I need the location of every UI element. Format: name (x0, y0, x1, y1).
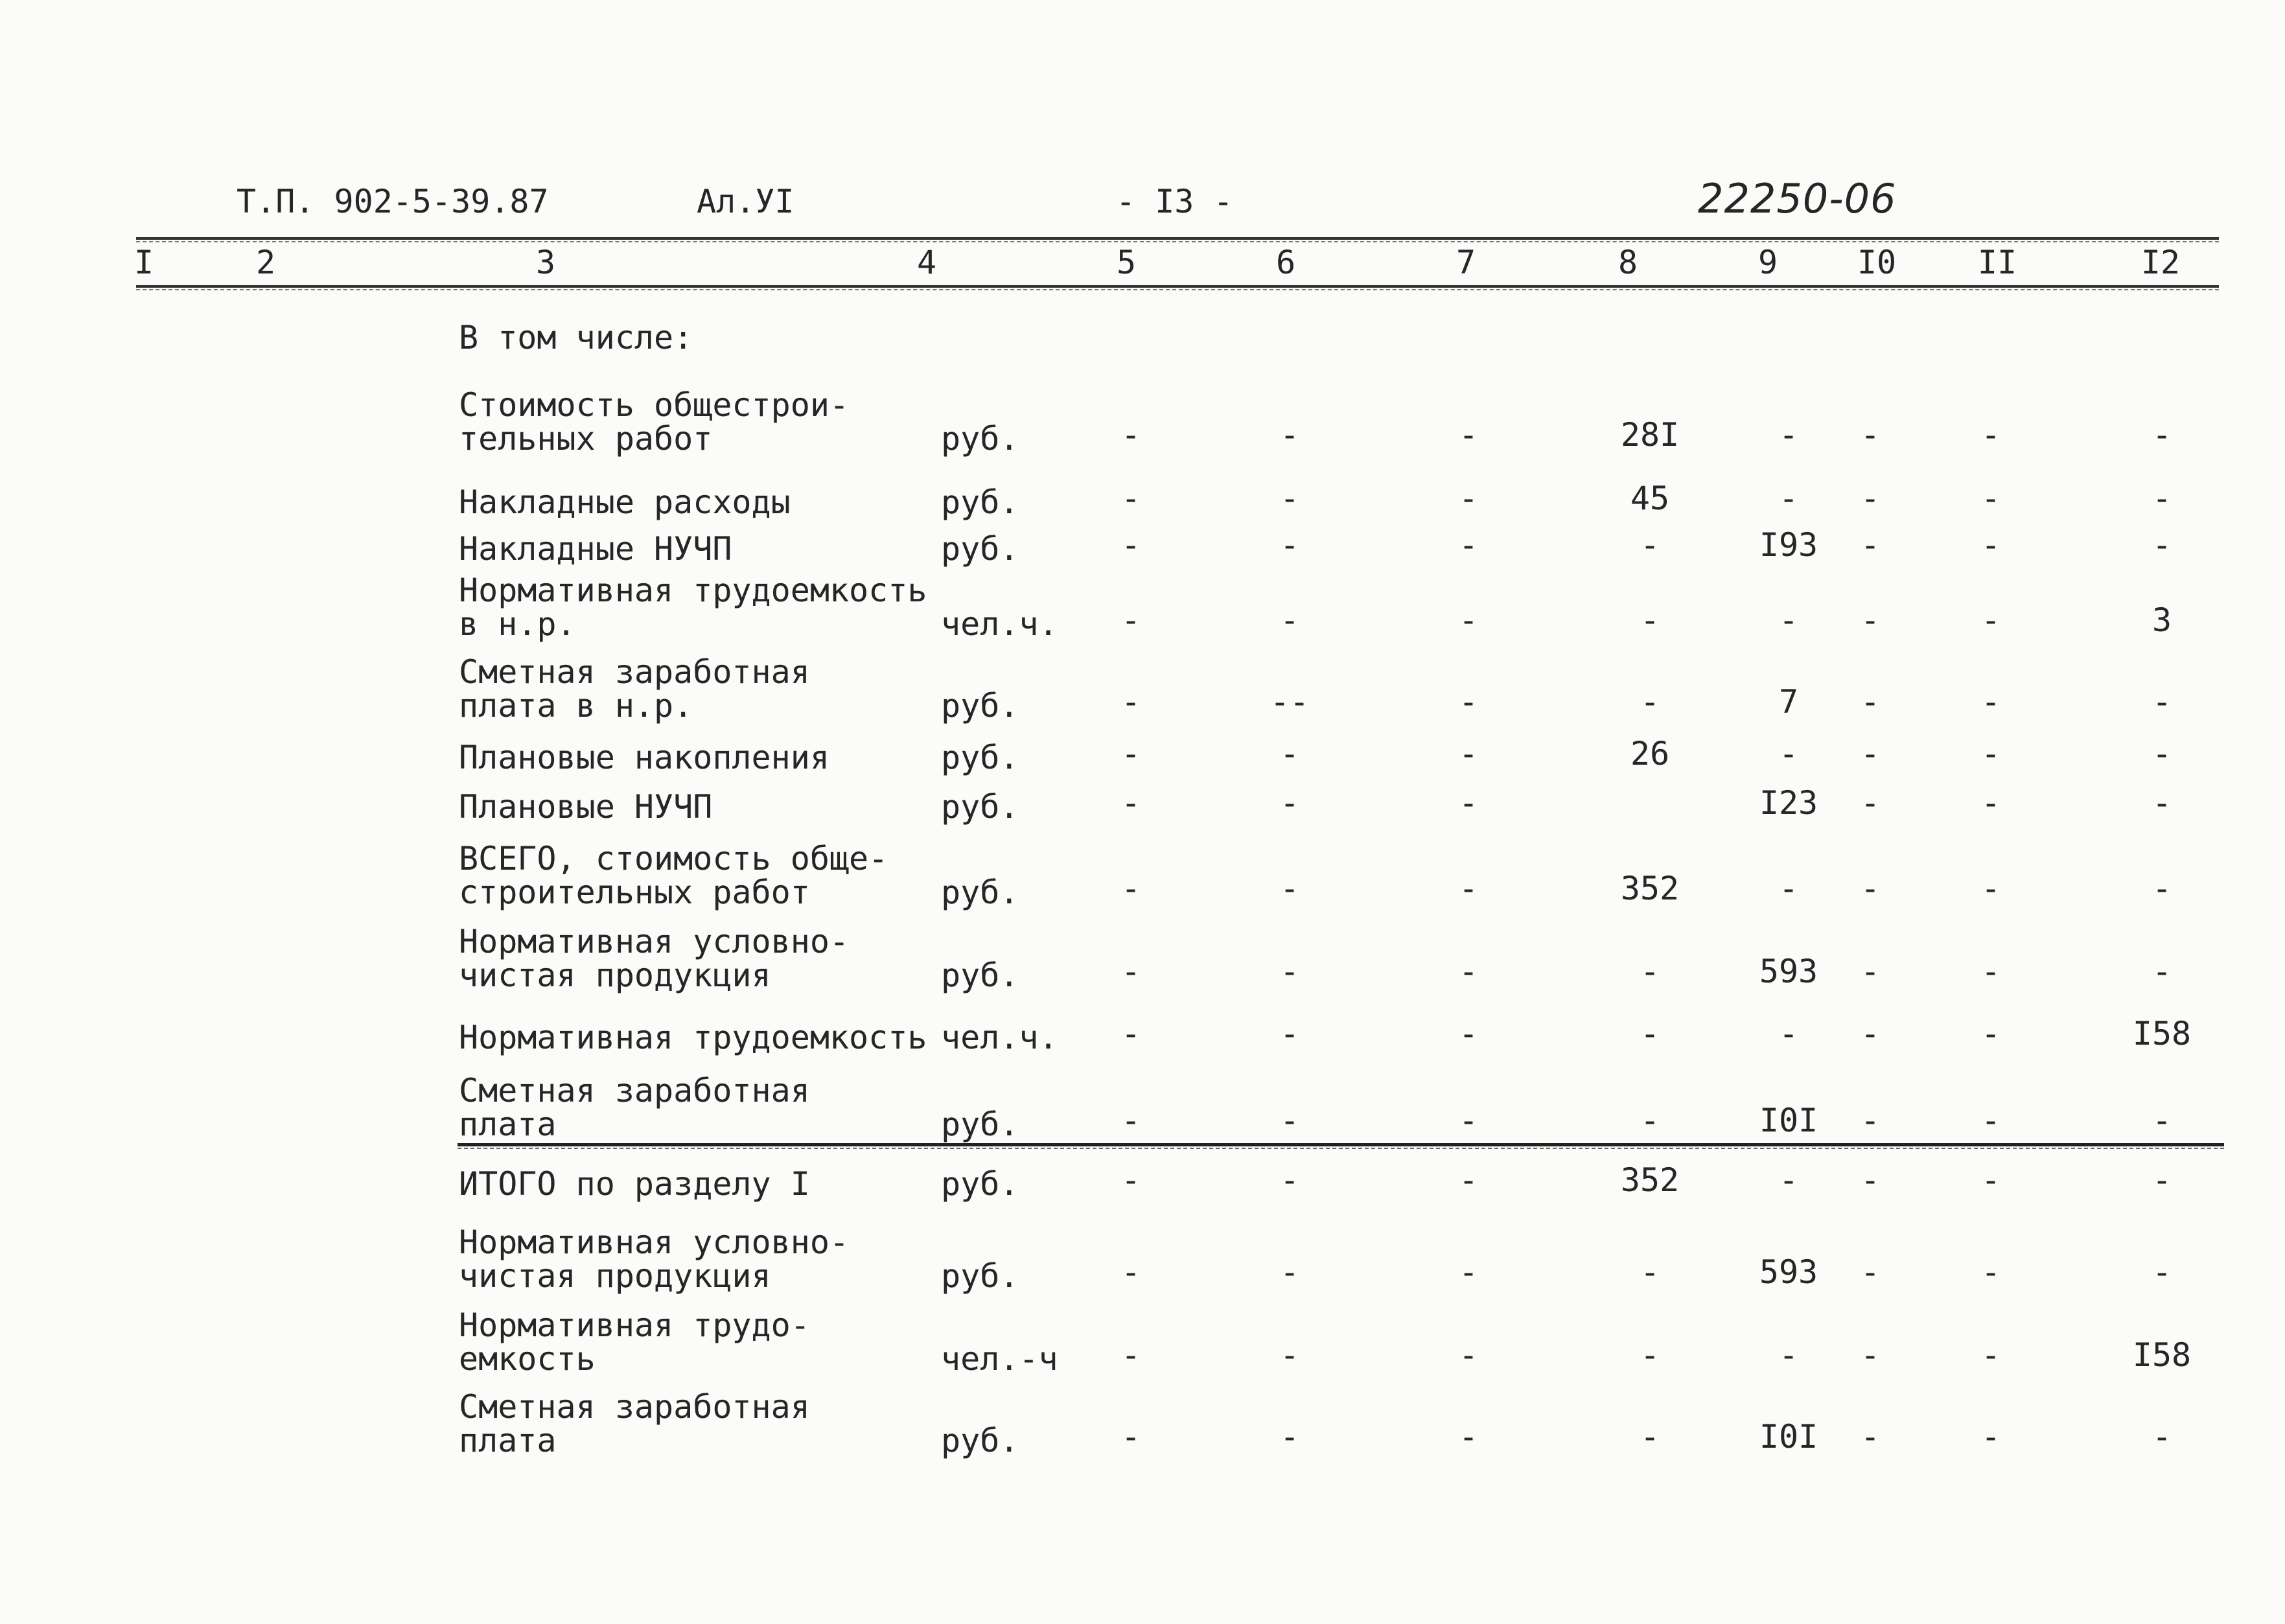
row-value-col-9: - (1778, 601, 1799, 639)
column-number-11: II (1977, 244, 2017, 281)
row-value-col-10: - (1860, 416, 1881, 454)
row-value-col-9: 593 (1759, 1253, 1818, 1291)
row-value-col-9: - (1778, 1015, 1799, 1052)
row-value-col-5: - (1120, 1015, 1141, 1052)
row-value-col-12: - (2152, 1253, 2172, 1291)
row-value-col-8: - (1640, 526, 1660, 564)
row-value-col-6: - (1279, 870, 1300, 907)
row-value-col-10: - (1860, 1336, 1881, 1374)
row-label-line: Нормативная трудоемкость (459, 1019, 927, 1056)
row-value-col-9: I23 (1759, 784, 1818, 822)
row-unit: руб. (941, 483, 1019, 521)
row-value-col-5: - (1120, 1102, 1141, 1139)
totals-divider-dashed (458, 1148, 2224, 1149)
row-label-line: Плановые накопления (459, 739, 829, 776)
row-value-col-11: - (1980, 683, 2001, 721)
row-label-line: чистая продукция (459, 1257, 771, 1295)
column-number-4: 4 (916, 244, 937, 281)
row-value-col-5: - (1120, 526, 1141, 564)
row-value-col-6: - (1279, 601, 1300, 639)
row-value-col-5: - (1120, 1253, 1141, 1291)
row-value-col-8: - (1640, 1253, 1660, 1291)
row-value-col-12: - (2152, 416, 2172, 454)
row-unit: руб. (941, 1257, 1019, 1295)
row-value-col-7: - (1458, 735, 1479, 772)
row-value-col-12: 3 (2152, 601, 2172, 639)
row-value-col-6: - (1279, 784, 1300, 822)
row-value-col-9: I0I (1759, 1102, 1818, 1139)
row-value-col-8: - (1640, 1336, 1660, 1374)
row-value-col-8: 28I (1620, 416, 1680, 454)
row-value-col-7: - (1458, 601, 1479, 639)
row-label-line: Нормативная трудо- (459, 1306, 810, 1344)
row-value-col-12: - (2152, 480, 2172, 517)
row-value-col-10: - (1860, 1161, 1881, 1199)
header-top-rule-dashed (136, 241, 2219, 242)
row-value-col-10: - (1860, 1253, 1881, 1291)
row-value-col-12: - (2152, 1418, 2172, 1456)
row-value-col-6: -- (1270, 683, 1310, 721)
row-value-col-10: - (1860, 953, 1881, 990)
row-value-col-10: - (1860, 870, 1881, 907)
row-value-col-5: - (1120, 735, 1141, 772)
row-value-col-11: - (1980, 480, 2001, 517)
row-label-line: строительных работ (459, 874, 810, 911)
row-value-col-12: - (2152, 784, 2172, 822)
row-value-col-8: - (1640, 601, 1660, 639)
row-value-col-5: - (1120, 480, 1141, 517)
totals-divider (458, 1143, 2224, 1146)
row-label-line: емкость (459, 1340, 596, 1378)
row-value-col-6: - (1279, 480, 1300, 517)
row-value-col-8: 26 (1630, 735, 1670, 772)
row-unit: руб. (941, 957, 1019, 994)
row-value-col-11: - (1980, 1161, 2001, 1199)
row-label-line: тельных работ (459, 420, 713, 458)
row-unit: руб. (941, 687, 1019, 725)
row-value-col-12: - (2152, 735, 2172, 772)
column-number-8: 8 (1618, 244, 1638, 281)
row-value-col-12: - (2152, 526, 2172, 564)
row-value-col-10: - (1860, 480, 1881, 517)
row-value-col-11: - (1980, 1336, 2001, 1374)
row-label-line: Сметная заработная (459, 653, 810, 691)
row-value-col-8: 352 (1620, 1161, 1680, 1199)
row-value-col-11: - (1980, 601, 2001, 639)
row-value-col-5: - (1120, 953, 1141, 990)
row-value-col-7: - (1458, 953, 1479, 990)
row-value-col-9: - (1778, 480, 1799, 517)
row-label-line: Плановые НУЧП (459, 788, 713, 826)
row-value-col-10: - (1860, 1418, 1881, 1456)
row-unit: руб. (941, 1106, 1019, 1143)
row-value-col-8: 352 (1620, 870, 1680, 907)
row-unit: руб. (941, 739, 1019, 776)
row-value-col-11: - (1980, 1253, 2001, 1291)
inventory-stamp: 22250-06 (1698, 175, 1897, 222)
row-value-col-6: - (1279, 1336, 1300, 1374)
row-value-col-6: - (1279, 1418, 1300, 1456)
row-value-col-12: I58 (2132, 1336, 2192, 1374)
album-label: Ал.УI (697, 183, 795, 220)
row-unit: руб. (941, 788, 1019, 826)
row-value-col-12: - (2152, 870, 2172, 907)
row-value-col-9: 593 (1759, 953, 1818, 990)
header-bottom-rule-dashed (136, 289, 2219, 290)
row-value-col-6: - (1279, 1253, 1300, 1291)
row-value-col-5: - (1120, 1336, 1141, 1374)
column-number-3: 3 (535, 244, 556, 281)
column-number-6: 6 (1275, 244, 1296, 281)
row-value-col-11: - (1980, 1015, 2001, 1052)
row-value-col-8: - (1640, 1418, 1660, 1456)
row-value-col-8: - (1640, 1102, 1660, 1139)
row-label-line: в н.р. (459, 605, 576, 643)
row-label-line: Накладные НУЧП (459, 530, 732, 568)
row-value-col-10: - (1860, 1102, 1881, 1139)
row-value-col-5: - (1120, 601, 1141, 639)
row-value-col-11: - (1980, 1418, 2001, 1456)
row-value-col-8: - (1640, 1015, 1660, 1052)
row-unit: руб. (941, 874, 1019, 911)
column-number-10: I0 (1857, 244, 1897, 281)
row-value-col-9: I93 (1759, 526, 1818, 564)
row-value-col-7: - (1458, 416, 1479, 454)
row-label-line: чистая продукция (459, 957, 771, 994)
row-value-col-12: - (2152, 1161, 2172, 1199)
row-label-line: плата (459, 1106, 557, 1143)
row-value-col-9: - (1778, 416, 1799, 454)
row-label-line: Нормативная условно- (459, 923, 850, 960)
column-number-9: 9 (1757, 244, 1778, 281)
row-value-col-6: - (1279, 1102, 1300, 1139)
row-label-line: плата в н.р. (459, 687, 693, 725)
row-value-col-6: - (1279, 416, 1300, 454)
row-value-col-9: - (1778, 1336, 1799, 1374)
row-value-col-5: - (1120, 870, 1141, 907)
row-label-line: Нормативная трудоемкость (459, 572, 927, 609)
row-value-col-7: - (1458, 1253, 1479, 1291)
row-value-col-7: - (1458, 1336, 1479, 1374)
row-value-col-7: - (1458, 480, 1479, 517)
row-unit: чел.-ч (941, 1340, 1058, 1378)
row-value-col-6: - (1279, 735, 1300, 772)
project-code: Т.П. 902-5-39.87 (237, 183, 549, 220)
row-value-col-12: I58 (2132, 1015, 2192, 1052)
row-value-col-7: - (1458, 1102, 1479, 1139)
row-label-line: Сметная заработная (459, 1388, 810, 1426)
row-value-col-11: - (1980, 1102, 2001, 1139)
row-unit: руб. (941, 1422, 1019, 1459)
row-value-col-5: - (1120, 1418, 1141, 1456)
row-unit: руб. (941, 1165, 1019, 1203)
row-label-line: ИТОГО по разделу I (459, 1165, 810, 1203)
row-label-line: Стоимость общестрои- (459, 386, 850, 424)
row-value-col-9: - (1778, 735, 1799, 772)
row-label-line: Нормативная условно- (459, 1224, 850, 1261)
row-value-col-11: - (1980, 526, 2001, 564)
row-value-col-11: - (1980, 953, 2001, 990)
row-value-col-10: - (1860, 526, 1881, 564)
row-value-col-12: - (2152, 953, 2172, 990)
row-value-col-9: 7 (1778, 683, 1799, 721)
row-value-col-6: - (1279, 1015, 1300, 1052)
row-value-col-5: - (1120, 1161, 1141, 1199)
row-value-col-11: - (1980, 735, 2001, 772)
row-value-col-10: - (1860, 601, 1881, 639)
row-label-line: Накладные расходы (459, 483, 791, 521)
row-value-col-11: - (1980, 784, 2001, 822)
row-value-col-12: - (2152, 683, 2172, 721)
row-value-col-10: - (1860, 683, 1881, 721)
column-number-12: I2 (2140, 244, 2181, 281)
row-value-col-7: - (1458, 683, 1479, 721)
row-value-col-9: I0I (1759, 1418, 1818, 1456)
column-number-7: 7 (1456, 244, 1476, 281)
row-value-col-6: - (1279, 1161, 1300, 1199)
row-value-col-7: - (1458, 1418, 1479, 1456)
row-value-col-5: - (1120, 683, 1141, 721)
row-value-col-7: - (1458, 1015, 1479, 1052)
row-value-col-5: - (1120, 784, 1141, 822)
row-label-line: ВСЕГО, стоимость обще- (459, 840, 888, 877)
row-value-col-6: - (1279, 953, 1300, 990)
section-intro: В том числе: (459, 319, 693, 356)
column-number-1: I (133, 244, 154, 281)
row-value-col-11: - (1980, 416, 2001, 454)
row-label-line: Сметная заработная (459, 1072, 810, 1109)
row-unit: чел.ч. (941, 605, 1058, 643)
row-unit: руб. (941, 420, 1019, 458)
column-number-2: 2 (255, 244, 276, 281)
header-bottom-rule (136, 285, 2219, 288)
page-number: - I3 - (1116, 183, 1233, 220)
row-value-col-8: - (1640, 953, 1660, 990)
row-value-col-7: - (1458, 784, 1479, 822)
row-value-col-7: - (1458, 526, 1479, 564)
row-value-col-10: - (1860, 735, 1881, 772)
row-value-col-10: - (1860, 784, 1881, 822)
header-top-rule (136, 237, 2219, 240)
row-value-col-7: - (1458, 870, 1479, 907)
row-value-col-5: - (1120, 416, 1141, 454)
row-value-col-6: - (1279, 526, 1300, 564)
row-value-col-9: - (1778, 1161, 1799, 1199)
row-value-col-10: - (1860, 1015, 1881, 1052)
row-value-col-11: - (1980, 870, 2001, 907)
row-value-col-9: - (1778, 870, 1799, 907)
row-unit: чел.ч. (941, 1019, 1058, 1056)
row-value-col-8: 45 (1630, 480, 1670, 517)
row-value-col-8: - (1640, 683, 1660, 721)
row-label-line: плата (459, 1422, 557, 1459)
row-value-col-12: - (2152, 1102, 2172, 1139)
row-value-col-7: - (1458, 1161, 1479, 1199)
row-unit: руб. (941, 530, 1019, 568)
column-number-5: 5 (1116, 244, 1137, 281)
